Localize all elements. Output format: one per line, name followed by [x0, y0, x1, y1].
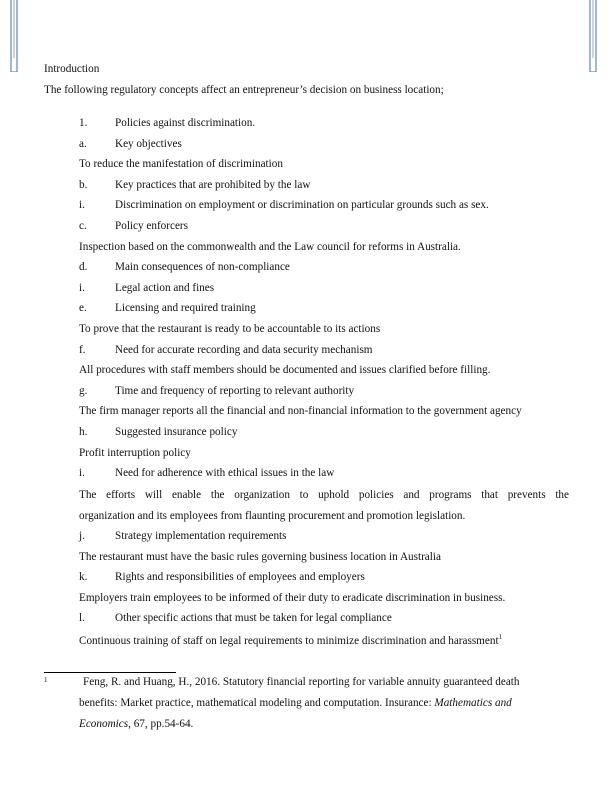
outline-marker: c. [79, 220, 87, 232]
footnote-line-2 [79, 697, 512, 709]
closing-text: Continuous training of staff on legal requirements to minimize discrimination and harassment [79, 635, 499, 647]
outline-item-text: Time and frequency of reporting to relevant authority [115, 384, 355, 397]
footnote-journal-part-1: Mathematics and [434, 697, 512, 709]
outline-detail: Profit interruption policy [79, 446, 191, 459]
outline-detail: Inspection based on the commonwealth and the Law council for reforms in Australia. [79, 240, 461, 253]
page-corner-right-ornament [589, 0, 597, 72]
outline-marker: b. [79, 178, 88, 191]
outline-detail: To prove that the restaurant is ready to be accountable to its actions [79, 323, 381, 335]
outline-detail: All procedures with staff members should be documented and issues clarified before filling. [79, 364, 491, 377]
outline-marker: h. [79, 426, 88, 438]
footnote-line-2-text: benefits: Market practice, mathematical modeling and computation. Insurance: [79, 697, 435, 709]
footnote-volume-pages: , 67, pp.54-64. [128, 718, 194, 730]
outline-detail: The restaurant must have the basic rules governing business location in Australia [79, 550, 441, 563]
outline-item-text: Key objectives [115, 137, 182, 150]
page-corner-left-ornament [10, 0, 18, 72]
outline-marker: e. [79, 302, 87, 315]
outline-item-text: Key practices that are prohibited by the law [115, 178, 311, 191]
outline-item-text: Suggested insurance policy [115, 426, 238, 438]
outline-marker: i. [79, 281, 85, 294]
footnote-line-1: Feng, R. and Huang, H., 2016. Statutory financial reporting for variable annuity guaranteed death [83, 676, 520, 688]
ethics-paragraph-line-2: organization and its employees from flaunting procurement and promotion legislation. [79, 510, 466, 522]
outline-item-text: Strategy implementation requirements [115, 530, 287, 542]
outline-marker: f. [79, 343, 86, 356]
footnote-journal-part-2: Economics [79, 718, 129, 730]
outline-marker: j. [79, 530, 85, 542]
outline-item-text: Need for accurate recording and data security mechanism [115, 343, 373, 356]
outline-marker: g. [79, 384, 88, 397]
footnote-separator [44, 672, 176, 673]
outline-item-text: Legal action and fines [115, 281, 215, 294]
closing-paragraph [79, 633, 502, 647]
outline-detail: Employers train employees to be informed of their duty to eradicate discrimination in business. [79, 591, 506, 604]
outline-marker: l. [79, 612, 85, 625]
outline-item-text: Main consequences of non-compliance [115, 261, 290, 274]
intro-paragraph: The following regulatory concepts affect an entrepreneur’s decision on business location; [44, 84, 444, 96]
outline-item-text: Policy enforcers [115, 220, 189, 232]
footnote-line-3 [79, 718, 193, 730]
outline-item-text: Rights and responsibilities of employees and employers [115, 571, 365, 584]
ethics-paragraph-line-1: The efforts will enable the organization to uphold policies and programs that prevents the [79, 489, 569, 501]
outline-detail: The firm manager reports all the financial and non-financial information to the government agency [79, 405, 522, 418]
outline-marker: a. [79, 137, 87, 150]
outline-marker: i. [79, 199, 85, 212]
outline-marker: d. [79, 261, 88, 274]
footnote-number: 1 [44, 676, 48, 684]
outline-item-text: Licensing and required training [115, 302, 256, 315]
outline-item-text: Other specific actions that must be taken for legal compliance [115, 612, 392, 625]
outline-item-text: Discrimination on employment or discrimination on particular grounds such as sex. [115, 199, 489, 212]
outline-marker: k. [79, 571, 88, 584]
outline-marker: i. [79, 467, 85, 480]
outline-item-text: Policies against discrimination. [115, 117, 256, 129]
section-heading: Introduction [44, 63, 100, 75]
outline-item-text: Need for adherence with ethical issues in the law [115, 467, 335, 480]
footnote-reference: 1 [498, 633, 503, 641]
outline-detail: To reduce the manifestation of discrimination [79, 158, 283, 171]
outline-marker: 1. [79, 117, 88, 129]
